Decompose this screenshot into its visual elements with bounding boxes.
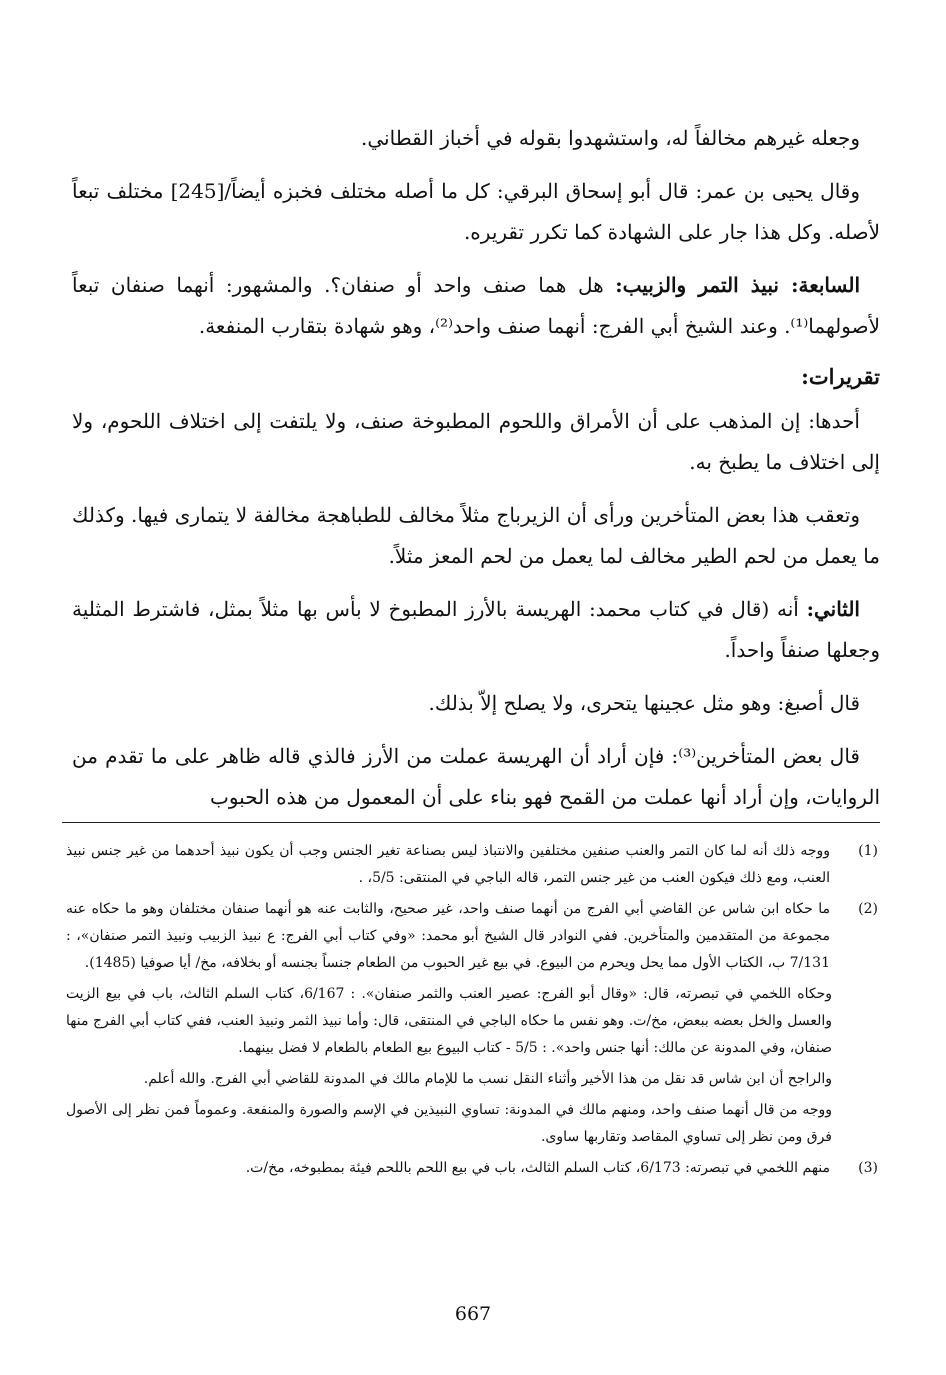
paragraph (72, 265, 880, 347)
footnote-divider (62, 822, 880, 823)
page-number: 667 (454, 1303, 492, 1325)
footnote-continuation: والراجح أن ابن شاس قد نقل من هذا الأخير وأثناء النقل نسب ما للإمام مالك في المدونة للقاضي أبي الفرج. والله أعلم. (143, 1071, 832, 1087)
paragraph: قال بعض المتأخرين⁽³⁾: فإن أراد أن الهريسة عملت من الأرز فالذي قاله ظاهر على ما تقدم من الروايات، وإن أراد أنها عملت من القمح فهو بناء على أن المعمول من هذه الحبوب (72, 744, 880, 809)
paragraph-label: الثاني: (806, 597, 860, 621)
footnote-number: (1) (858, 843, 878, 859)
paragraph: وقال يحيى بن عمر: قال أبو إسحاق البرقي: كل ما أصله مختلف فخبزه أيضاً/[245] مختلف تبعاً لأصله. وكل هذا جار على الشهادة كما تكرر تقريره. (72, 179, 880, 244)
footnote-number: (2) (858, 901, 878, 917)
footnotes (66, 838, 880, 1186)
main-text (72, 118, 880, 830)
footnote-continuation: ووجه من قال أنهما صنف واحد، ومنهم مالك في المدونة: تساوي النبيذين في الإسم والصورة والمنفعة. وعموماً فمن نظر إلى الأصول فرق ومن نظر إلى تساوي المقاصد وتقاربها ساوى. (66, 1102, 832, 1145)
footnote-text: ووجه ذلك أنه لما كان التمر والعنب صنفين مختلفين والانتباذ ليس بصناعة تغير الجنس وجب أن يكون نبيذ أحدهما من غير جنس نبيذ العنب، ومع ذلك فيكون العنب من غير جنس التمر، قاله الباجي في المنتقى: 5/5، . (66, 843, 830, 886)
footnote-number: (3) (858, 1160, 878, 1176)
footnote-2 (66, 896, 880, 977)
paragraph: قال أصبغ: وهو مثل عجينها يتحرى، ولا يصلح إلاّ بذلك. (428, 691, 860, 715)
paragraph: وجعله غيرهم مخالفاً له، واستشهدوا بقوله في أخباز القطاني. (361, 126, 860, 150)
section-heading: تقريرات: (801, 364, 880, 389)
footnote-3 (66, 1155, 880, 1182)
footnote-1 (66, 838, 880, 892)
footnote-text: منهم اللخمي في تبصرته: 6/173، كتاب السلم الثالث، باب في بيع اللحم باللحم فيئة بمطبوخه، مخ/ت. (245, 1160, 830, 1176)
paragraph: وتعقب هذا بعض المتأخرين ورأى أن الزيرباج مثلاً مخالف للطباهجة مخالفة لا يتمارى فيها. وكذلك ما يعمل من لحم الطير مخالف لما يعمل من لحم المعز مثلاً. (72, 503, 880, 568)
paragraph-label: السابعة: نبيذ التمر والزبيب: (615, 273, 860, 297)
paragraph: أحدها: إن المذهب على أن الأمراق واللحوم المطبوخة صنف، ولا يلتفت إلى اختلاف اللحوم، ولا إلى اختلاف ما يطبخ به. (72, 409, 880, 474)
footnote-text: ما حكاه ابن شاس عن القاضي أبي الفرج من أنهما صنف واحد، غير صحيح، والثابت عنه هو أنهما صنفان مختلفان وهو ما حكاه عنه مجموعة من المتقدمين والمتأخرين. ففي النوادر قال الشيخ أبو محمد: «وفي كتاب أبي الفرج: ع نبيذ الزبيب ونبيذ التمر صنفان»، : 7/131 ب، الكتاب الأول مما يحل ويحرم من البيوع. في بيع غير الحبوب من الطعام جنساً بجنسه أو بخلافه، مخ/ أيا صوفيا (1485). (66, 901, 830, 971)
paragraph-text: أنه (قال في كتاب محمد: الهريسة بالأرز المطبوخ لا بأس بها مثلاً بمثل، فاشترط المثلية وجعلها صنفاً واحداً. (72, 597, 880, 662)
paragraph-text: هل هما صنف واحد أو صنفان؟. والمشهور: أنهما صنفان تبعاً لأصولهما⁽¹⁾. وعند الشيخ أبي الفرج: أنهما صنف واحد⁽²⁾، وهو شهادة بتقارب المنفعة. (72, 273, 880, 338)
footnote-continuation: وحكاه اللخمي في تبصرته، قال: «وقال أبو الفرج: عصير العنب والثمر صنفان». : 6/167، كتاب السلم الثالث، باب في بيع الزيت والعسل والخل بعضه ببعض، مخ/ت. وهو نفس ما حكاه الباجي في المنتقى، قال: وأما نبيذ الثمر ونبيذ العنب، ففي كتاب أبي الفرج منها صنفان، وفي المدونة عن مالك: أنها جنس واحد». : 5/5 - كتاب البيوع بيع الطعام بالطعام لا فضل بينهما. (66, 986, 832, 1056)
paragraph (72, 589, 880, 671)
